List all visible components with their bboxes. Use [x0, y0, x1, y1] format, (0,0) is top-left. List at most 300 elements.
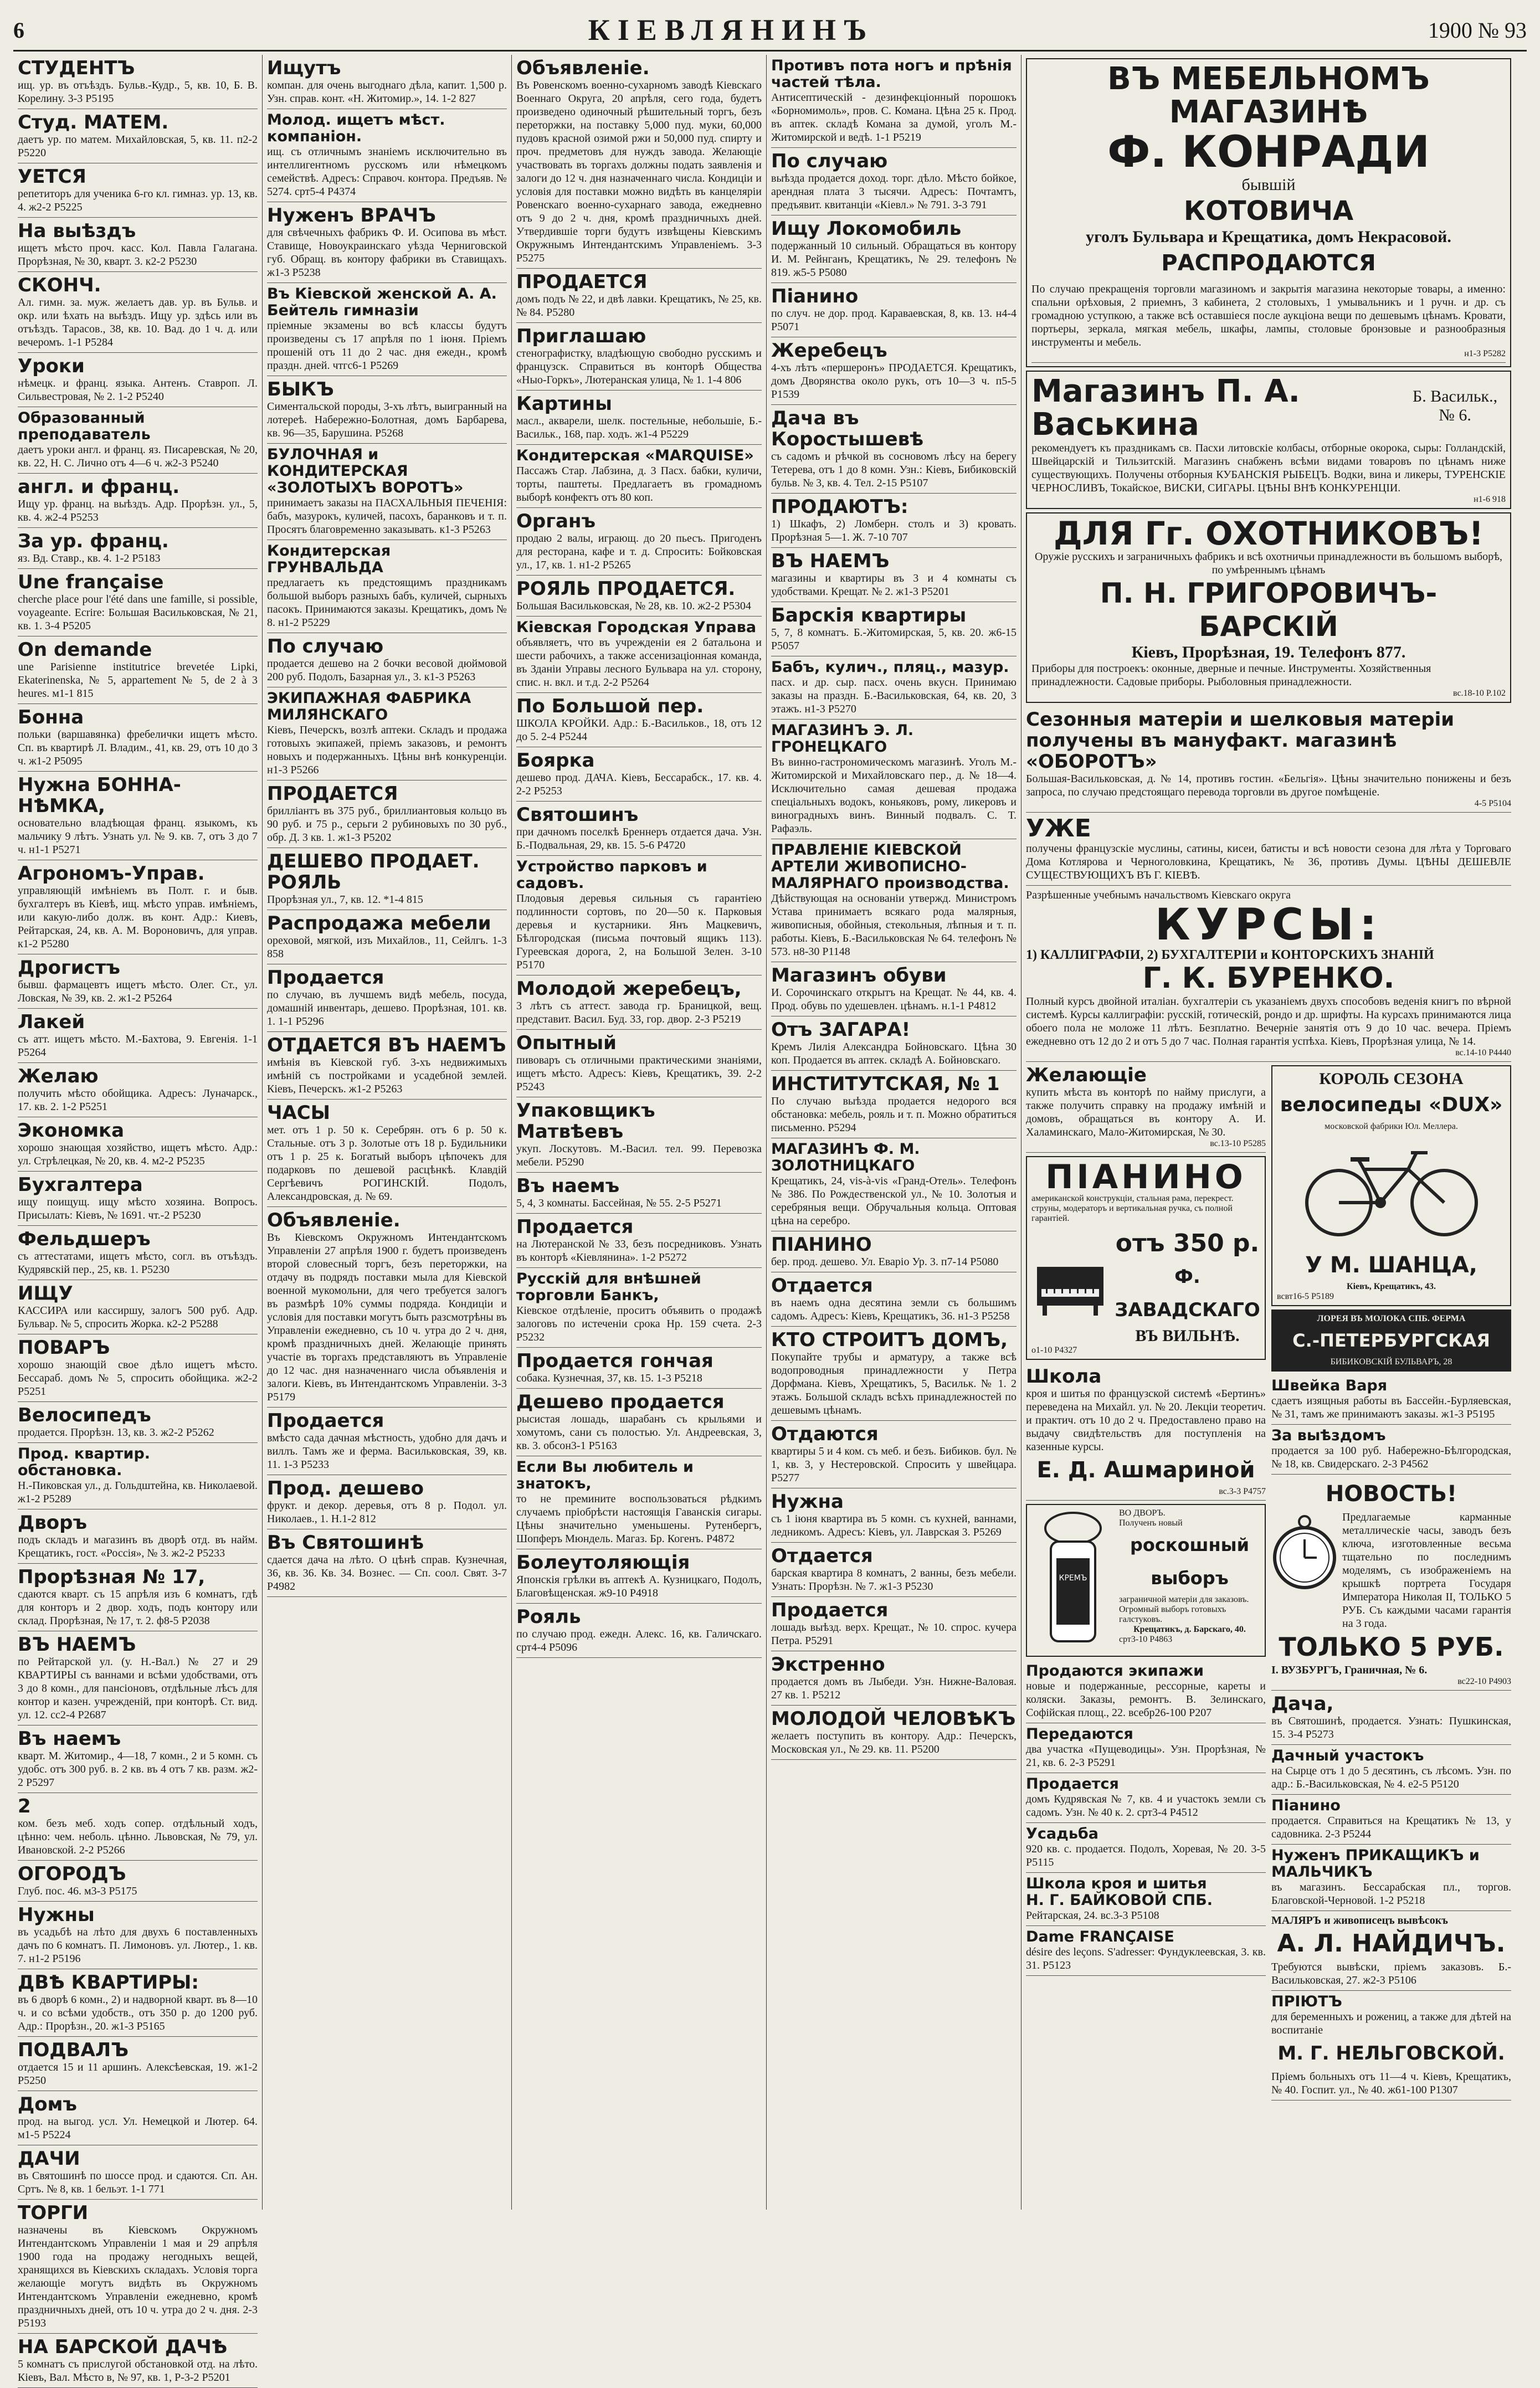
classified-ad — [18, 1902, 258, 1969]
usadba-text: 920 кв. с. продается. Подолъ, Хоревая, № 20. 3-5 P5115 — [1026, 1843, 1266, 1868]
ad-house — [1026, 1773, 1266, 1823]
ad-text: продается домъ въ Лыбеди. Узн. Нижне-Валовая. 27 кв. 1. P5212 — [771, 1676, 1017, 1701]
classified-ad — [267, 1207, 507, 1408]
ad-text: ищ. съ отличнымъ знаніемъ исключительно въ интеллигентномъ русскомъ или нѣмецкомъ семействѣ. Адресъ: Справоч. контора. Предъяв. № 5274. срт5-4 P4374 — [267, 146, 507, 198]
classified-ad — [771, 1597, 1017, 1651]
ad-text: Въ винно-гастрономическомъ магазинѣ. Уголъ М.-Житомирской и Михайловскаго пер., д. № 18—4. Исключительно самая дешевая продажа спеціальныхъ водокъ, коньяковъ, рому, ликеровъ и виноградныхъ винъ. Винный подвалъ. С. Т. Рафаэль. — [771, 756, 1017, 835]
ad-heading: Рояль — [516, 1606, 581, 1628]
ad-heading: Велосипедъ — [18, 1404, 151, 1426]
ad-text: въ наемъ одна десятина земли съ большимъ садомъ. Адресъ: Кіевъ, Крещатикъ, 36. н1-3 P5258 — [771, 1297, 1017, 1322]
shirts-address: Крещатикъ, д. Барскаго, 40. — [1133, 1625, 1246, 1634]
bicycle-title: велосипеды «DUX» — [1280, 1093, 1503, 1116]
ad-text: вмѣсто сада дачная мѣстность, удобно для дачъ и виллъ. Тамъ же и ферма. Васильковская, 39, кв. 11. 1-3 P5233 — [267, 1432, 507, 1471]
classified-ad — [267, 848, 507, 910]
ad-kursy — [1026, 886, 1511, 1062]
ad-heading: Прод. дешево — [267, 1477, 424, 1499]
classified-ad — [18, 2334, 258, 2388]
classified-ad — [18, 1509, 258, 1564]
ad-heading: Ищутъ — [267, 57, 341, 79]
ad-heading: Отъ ЗАГАРА! — [771, 1019, 911, 1041]
ad-text: отдается 15 и 11 аршинъ. Алексѣевская, 19. ж1-2 P5250 — [18, 2061, 258, 2087]
classified-ad — [18, 1172, 258, 1226]
ad-school2 — [1026, 1873, 1266, 1926]
ad-text: ШКОЛА КРОЙКИ. Адр.: Б.-Васильков., 18, отъ 12 до 5. 2-4 P5244 — [516, 717, 762, 743]
hunters-text1: Оружіе русскихъ и заграничныхъ фабрикъ и всѣ охотничьи принадлежности въ большомъ выборѣ, по умѣреннымъ цѣнамъ — [1034, 551, 1503, 576]
ad-heading: англ. и франц. — [18, 476, 180, 498]
ad-heading: Экономка — [18, 1119, 125, 1142]
piano-text: американской конструкціи, стальная рама, перекрест. струны, модераторъ и вертикальная ручка, съ полной гарантіей. — [1031, 1194, 1234, 1223]
ad-text: Большая Васильковская, № 28, кв. 10. ж2-2 P5304 — [516, 600, 751, 612]
classified-ad — [771, 1016, 1017, 1071]
ad-text: И. Сорочинскаго открытъ на Крещат. № 44, кв. 4. Прод. обувь по удешевлен. цѣнамъ. н.1-1 P4812 — [771, 987, 1017, 1012]
signs-pre: МАЛЯРЪ и живописецъ вывѣсокъ — [1271, 1914, 1448, 1927]
classified-ad — [771, 1706, 1017, 1760]
classified-ad — [771, 1071, 1017, 1138]
kursy-list: 1) КАЛЛИГРАФІИ, 2) БУХГАЛТЕРІИ и КОНТОРСКИХЪ ЗНАНІЙ — [1026, 948, 1434, 962]
shirts-ref: срт3-10 P4863 — [1119, 1635, 1173, 1644]
ad-bicycle — [1271, 1065, 1511, 1306]
ad-text: магазины и квартиры въ 3 и 4 комнаты съ удобствами. Крещат. № 2. ж1-3 P5201 — [771, 572, 1017, 598]
ad-text: собака. Кузнечная, 37, кв. 15. 1-3 P5218 — [516, 1372, 702, 1384]
rosk-text: новые и подержанные, рессорные, кареты и коляски. Заказы, ремонтъ. В. Зелинскаго, Софійская площ., 22. всебр26-100 P207 — [1026, 1680, 1266, 1719]
ad-heading: Въ Святошинѣ — [267, 1532, 424, 1554]
ad-text: Въ Ровенскомъ военно-сухарномъ заводѣ Кіевскаго Военнаго Округа, 20 апрѣля, сего года, будетъ произведено одиночный рѣшительный торгъ, безъ переторжки, на поставку 5,000 пуд. муки, 60,000 пудовъ красной озимой ржи и 50,000 пуд. спирту и проч. предметовъ для нуждъ завода. Желающіе участвовать въ торгахъ должны подать заявленія и залоги до 12 ч. дня назначеннаго числа. Кондиціи и условія для поставки можно видѣть въ канцеляріи Ровенскаго военно-сухарнаго завода, ежедневно отъ 9 до 2 ч. дня, кромѣ праздничныхъ дней. Утвердившіе торги будутъ извѣщены Кіевскимъ Окружнымъ Интендантскимъ Управленіемъ. 3-3 P5275 — [516, 79, 762, 264]
ad-heading: Бонна — [18, 706, 84, 728]
watches-ref: вс22-10 P4903 — [1457, 1677, 1511, 1686]
ad-text: имѣнія въ Кіевской губ. 3-хъ недвижимыхъ имѣній съ постройками и усадебной землей. Кіевъ, Печерскъ. ж1-2 P5263 — [267, 1056, 507, 1095]
classified-ad — [771, 55, 1017, 148]
ad-rosk — [1026, 1660, 1266, 1723]
ad-text: яз. Вд. Ставр., кв. 4. 1-2 P5183 — [18, 552, 161, 564]
ad-heading: По случаю — [771, 150, 888, 172]
ad-heading: Въ Кіевской женской А. А. Бейтель гимназіи — [267, 285, 497, 319]
signs-text: Требуются вывѣски, пріемъ заказовъ. Б.-Васильковская, 27. ж2-3 P5106 — [1271, 1961, 1511, 1986]
ad-heading: УЕТСЯ — [18, 166, 86, 188]
ad-heading: ДЕШЕВО ПРОДАЕТ. РОЯЛЬ — [267, 850, 480, 893]
ad-text: репетиторъ для ученика 6-го кл. гимназ. ур. 13, кв. 4. ж2-2 P5225 — [18, 188, 258, 213]
ad-text: въ Святошинѣ по шоссе прод. и сдаются. Сп. Ан. Сртъ. № 8, кв. 1 бельэт. 1-1 771 — [18, 2170, 258, 2195]
classified-ad — [18, 528, 258, 569]
ad-heading: ПРОДАЮТЪ: — [771, 496, 908, 518]
classified-ad — [18, 1226, 258, 1280]
ad-heading: Продается — [771, 1599, 889, 1621]
ad-heading: Продается — [267, 967, 384, 989]
ad-heading: Органъ — [516, 510, 596, 532]
dame-heading: Dame FRANÇAISE — [1026, 1928, 1174, 1945]
classified-ad — [267, 633, 507, 687]
ad-heading: ЧАСЫ — [267, 1102, 330, 1124]
priyut-text: для беременныхъ и рожениц, а также для дѣтей на воспитаніе — [1271, 2011, 1511, 2036]
ad-heading: КТО СТРОИТЪ ДОМЪ, — [771, 1329, 1008, 1351]
ad-heading: Въ наемъ — [516, 1175, 620, 1197]
ad-text: въ усадьбѣ на лѣто для двухъ 6 поставленныхъ дачъ по 6 комнатъ. П. Лимоновъ. ул. Лютер., 1. кв. 7. н1-2 P5196 — [18, 1926, 258, 1965]
ad-text: Кіевъ, Печерскъ, возлѣ аптеки. Складъ и продажа готовыхъ экипажей, пріемъ заказовъ, и ремонтъ новыхъ и подержанныхъ. Цѣны внѣ конкуренціи. н1-3 P5266 — [267, 724, 507, 776]
piano-price: отъ 350 р. — [1115, 1229, 1260, 1257]
ad-heading: Въ наемъ — [18, 1728, 121, 1750]
bicycle-icon — [1297, 1136, 1486, 1241]
ad-heading: СКОНЧ. — [18, 274, 101, 296]
classified-ad — [18, 353, 258, 407]
ad-heading: ОТДАЕТСЯ ВЪ НАЕМЪ — [267, 1034, 506, 1056]
kursy-name: Г. К. БУРЕНКО. — [1142, 962, 1395, 995]
ad-heading: Дача въ Коростышевѣ — [771, 407, 924, 450]
ad-text: Кремъ Лилія Александра Бойновскаго. Цѣна 30 коп. Продается въ аптек. складѣ А. Бойновскаго. — [771, 1041, 1017, 1066]
ad-text: Глуб. пос. 46. м3-3 P5175 — [18, 1885, 137, 1897]
classified-ad — [18, 1117, 258, 1172]
ad-heading: Объявленіе. — [267, 1209, 401, 1231]
ad-heading: ЭКИПАЖНАЯ ФАБРИКА МИЛЯНСКАГО — [267, 690, 471, 723]
classified-ad — [18, 1631, 258, 1725]
classified-ad — [18, 1969, 258, 2037]
classified-ad — [18, 2200, 258, 2334]
ad-heading: СТУДЕНТЪ — [18, 57, 135, 79]
classified-ad — [516, 55, 762, 269]
ad-heading: Картины — [516, 393, 612, 415]
classified-ad — [771, 1421, 1017, 1488]
classified-ad — [516, 747, 762, 802]
ad-text: брилліантъ въ 375 руб., бриллиантовыя кольцо въ 90 руб. и 75 р., серьги 2 рубиновыхъ по 30 руб., обр. Д. 3 кв. 1. ж1-3 P5202 — [267, 805, 507, 844]
apprentice-text: въ магазинъ. Бессарабская пл., торгов. Благовской-Черновой. 1-2 P5218 — [1271, 1881, 1511, 1907]
ad-heading: ТОРГИ — [18, 2202, 89, 2224]
classified-ad — [18, 1564, 258, 1631]
classified-ad — [516, 1456, 762, 1549]
ad-text: укуп. Лоскутовъ. М.-Васил. тел. 99. Перевозка мебели. P5290 — [516, 1143, 762, 1168]
column-2 — [263, 55, 512, 2210]
classified-ad — [18, 1793, 258, 1861]
signs-name: А. Л. НАЙДИЧЪ. — [1277, 1929, 1506, 1958]
ad-text: подержанный 10 сильный. Обращаться въ контору И. М. Рейнганъ, Крещатикъ, № 29. телефонъ № 819. ж5-5 P5080 — [771, 240, 1017, 279]
ad-text: кварт. М. Житомир., 4—18, 7 комн., 2 и 5 комн. съ удобс. отъ 300 руб. в. 2 кв. въ 4 отъ 7 кв. разм. ж2-2 P5297 — [18, 1750, 258, 1789]
ad-shveika — [1271, 1375, 1511, 1425]
classified-ad — [516, 802, 762, 856]
ad-heading: Нужна БОННА-НѢМКА, — [18, 774, 181, 817]
watches-text: Предлагаемые карманные металлическіе часы, заводъ безъ ключа, изготовленные весьма тщательно по последнимъ моделямъ, съ изображеніемъ на крышкѣ портрета Государя Императора Николая II, ТОЛЬКО 5 РУБ. Съ каждыми часами гарантія на 3 года. — [1342, 1511, 1511, 1630]
ad-watches — [1271, 1475, 1511, 1691]
ad-heading: Экстренно — [771, 1653, 885, 1676]
ad-heading: По Большой пер. — [516, 695, 704, 717]
hunters-text2: Приборы для построекъ: оконные, дверные и печные. Инструменты. Хозяйственныя принадлежности. Садовые приборы. Рыболовныя принадлежности. — [1031, 663, 1431, 688]
ad-heading: Продается гончая — [516, 1350, 713, 1372]
classified-ad — [516, 975, 762, 1030]
ad-dachny — [1271, 1745, 1511, 1795]
classified-ad — [18, 2145, 258, 2200]
classified-ad — [771, 1138, 1017, 1231]
ad-heading: Une française — [18, 571, 164, 593]
ad-text: основательно владѣющая франц. языкомъ, къ мальчику 9 лѣтъ. Узнать ул. № 9. кв. 7, отъ 3 до 7 ч. н1-1 P5271 — [18, 817, 258, 856]
classified-ad — [18, 1334, 258, 1402]
classified-ad — [771, 215, 1017, 283]
konradi-name: Ф. КОНРАДИ — [1107, 127, 1430, 177]
column-4 — [767, 55, 1021, 2210]
ad-text: для свѣчечныхъ фабрикъ Ф. И. Осипова въ мѣст. Ставище, Новоукраинскаго уѣзда Черниговской губ. Обращ. въ контору фабрики въ Ставищахъ. ж1-3 P5238 — [267, 227, 507, 279]
ad-heading: Устройство парковъ и садовъ. — [516, 858, 707, 892]
ad-text: Покупайте трубы и арматуру, а также всѣ водопроводныя принадлежности у Петра Дорфмана. Кіевъ, Хрещатикъ, 5, Васильк. № 1. 2 этажъ. Большой складъ всѣхъ принадлежностей по дешевымъ цѣнамъ. — [771, 1351, 1017, 1416]
classified-ad — [516, 1173, 762, 1214]
column-3 — [512, 55, 767, 2210]
konradi-sale: РАСПРОДАЮТСЯ — [1161, 250, 1376, 276]
ad-heading: БЫКЪ — [267, 378, 334, 400]
classified-ad — [771, 548, 1017, 602]
konradi-former: бывшій — [1241, 176, 1296, 194]
ad-heading: Барскія квартиры — [771, 604, 967, 626]
classified-ad — [18, 772, 258, 860]
page-number: 6 — [13, 17, 24, 43]
departing-text: продается за 100 руб. Набережно-Бѣлгородская, № 18, кв. Свидерскаго. 2-3 P4562 — [1271, 1445, 1511, 1470]
ad-heading: Кондитерская ГРУНВАЛЬДА — [267, 542, 391, 576]
ad-heading: Агрономъ-Управ. — [18, 862, 205, 885]
classified-ad — [18, 1280, 258, 1334]
classified-ad — [18, 860, 258, 954]
ad-dame — [1026, 1926, 1266, 1976]
classified-ad — [771, 839, 1017, 962]
classified-ad — [18, 2037, 258, 2091]
bicycle-pre: КОРОЛЬ СЕЗОНА — [1319, 1070, 1464, 1088]
ad-text: ищ. ур. въ отъѣздъ. Бульв.-Кудр., 5, кв. 10, Б. В. Корелину. 3-3 P5195 — [18, 79, 258, 105]
ad-heading: Образованный преподаватель — [18, 409, 151, 443]
ad-heading: Приглашаю — [516, 325, 646, 347]
khalaminsky-text: купить мѣста въ конторѣ по найму прислуги, а также получить справку на продажу имѣній и домовъ, обращаться въ контору А. И. Халаминскаго, Мало-Житомирская, № 30. — [1026, 1086, 1266, 1138]
kursy-ref: вс.14-10 P4440 — [1455, 1048, 1511, 1057]
ad-heading: Ищу Локомобиль — [771, 218, 962, 240]
ad-text: 1) Шкафъ, 2) Ломберн. столъ и 3) кровать. Прорѣзная 5—1. Ж. 7-10 707 — [771, 518, 1017, 543]
ad-heading: On demande — [18, 639, 152, 661]
masthead — [13, 10, 1527, 52]
watches-title: НОВОСТЬ! — [1325, 1481, 1457, 1507]
ad-text: хорошо знающій свое дѣло ищетъ мѣсто. Бессараб. домъ № 5, спросить обойщика. ж2-2 P5251 — [18, 1359, 258, 1398]
classified-ad — [771, 1488, 1017, 1543]
ad-dacha — [1271, 1691, 1511, 1745]
ad-heading: За ур. франц. — [18, 530, 169, 552]
classified-ad — [771, 283, 1017, 337]
classified-ad — [18, 163, 258, 218]
classified-ad — [267, 910, 507, 964]
milk-sub: С.-ПЕТЕРБУРГСКАЯ — [1292, 1330, 1490, 1351]
ad-text: Плодовыя деревья сильныя съ гарантіею подлинности сортовъ, по 20—50 к. Парковыя деревья и кустарники. Янъ Мацкевичъ, Бѣлгородская (письма почтовый ящикъ 113). Гуреевская дорога, 2, на Большой Зелен. 3-10 P5170 — [516, 892, 762, 971]
ad-heading: Продается — [516, 1216, 634, 1238]
classified-ad — [18, 55, 258, 109]
classified-ad — [18, 272, 258, 353]
school2-name: Н. Г. БАЙКОВОЙ СПБ. — [1026, 1892, 1213, 1909]
ad-text: по Рейтарской ул. (у. Н.-Вал.) № 27 и 29 КВАРТИРЫ съ ваннами и всѣми удобствами, отъ 3 до 8 комн., для пансіоновъ, отдѣльные лѣсъ для контор и казен. учрежденій, при конторѣ. Ст. вид. ул. 12. сс2-4 P2687 — [18, 1656, 258, 1721]
ad-heading: Распродажа мебели — [267, 912, 491, 934]
ad-text: 5, 4, 3 комнаты. Бассейная, № 55. 2-5 P5271 — [516, 1197, 722, 1209]
ad-heading: ПОВАРЪ — [18, 1337, 110, 1359]
classified-ad — [18, 1063, 258, 1117]
oborot-ref: 4-5 P5104 — [1474, 799, 1511, 808]
ad-pianino2 — [1271, 1795, 1511, 1845]
ad-heading: Нуженъ ВРАЧЪ — [267, 204, 436, 227]
ad-heading: Молодой жеребецъ, — [516, 978, 742, 1000]
classified-ad — [18, 474, 258, 528]
ad-text: дешево прод. ДАЧА. Кіевъ, Бессарабск., 17. кв. 4. 2-2 P5253 — [516, 772, 762, 797]
kursy-pre: Разрѣшенные учебнымъ начальствомъ Кіевскаго округа — [1026, 889, 1291, 901]
house-text: домъ Кудрявская № 7, кв. 4 и участокъ земли съ садомъ. Узн. № 40 к. 2. срт3-4 P4512 — [1026, 1793, 1266, 1819]
classified-ad — [267, 1100, 507, 1207]
ad-oborot — [1026, 706, 1511, 813]
ad-school-ashmarina — [1026, 1363, 1266, 1501]
ad-heading: Дрогистъ — [18, 957, 120, 979]
ad-heading: Болеутоляющія — [516, 1552, 690, 1574]
ad-text: компан. для очень выгоднаго дѣла, капит. 1,500 р. Узн. справ. конт. «Н. Житомир.», 14. 1-2 827 — [267, 79, 507, 105]
ad-text: стенографистку, владѣющую свободно русскимъ и французск. Справиться въ конторѣ Общества «Ныо-Горкъ», Лютеранская улица, № 1. 1-4 806 — [516, 347, 762, 386]
ad-text: принимаетъ заказы на ПАСХАЛЬНЫЯ ПЕЧЕНІЯ: бабъ, мазурокъ, куличей, пасохъ, баранковъ и т. п. Просятъ благовременно заказывать. к1-3 P5263 — [267, 497, 507, 536]
watches-big: ТОЛЬКО 5 РУБ. — [1279, 1632, 1504, 1662]
classified-ad — [18, 1861, 258, 1902]
konradi-line1: ВЪ МЕБЕЛЬНОМЪ МАГАЗИНѢ — [1107, 61, 1430, 130]
ad-text: ком. безъ меб. ходъ сопер. отдѣльный ходъ, цѣнно: чем. неболь. цѣнно. Львовская, № 79, ул. Ивановской. 2-2 P5266 — [18, 1817, 258, 1856]
ad-heading: Домъ — [18, 2093, 77, 2115]
ad-heading: Упаковщикъ Матвѣевъ — [516, 1100, 655, 1143]
ad-heading: Противъ пота ногъ и прѣнія частей тѣла. — [771, 57, 1012, 91]
classified-ad — [771, 148, 1017, 215]
ad-text: квартиры 5 и 4 ком. съ меб. и безъ. Бибиков. бул. № 1, кв. 3, у Нестеровской. Спросить у швейцара. P5277 — [771, 1445, 1017, 1484]
classified-ad — [516, 1604, 762, 1658]
ad-heading: На выѣздъ — [18, 220, 136, 242]
classified-ad — [267, 1529, 507, 1597]
ad-heading: Бабъ, кулич., пляц., мазур. — [771, 659, 1009, 676]
ad-text: домъ подъ № 22, и двѣ лавки. Крещатикъ, № 25, кв. № 84. P5280 — [516, 293, 762, 319]
ad-heading: МАГАЗИНЪ Ф. М. ЗОЛОТНИЦКАГО — [771, 1141, 920, 1174]
dame-text: désire des leçons. S'adresser: Фундуклеевская, 3. кв. 31. P5123 — [1026, 1946, 1266, 1971]
school-name: Е. Д. Ашмариной — [1036, 1457, 1255, 1483]
ad-text: бывш. фармацевтъ ищетъ мѣсто. Олег. Ст., ул. Ловская, № 39, кв. 2. ж1-2 P5264 — [18, 979, 258, 1004]
classified-ad — [516, 1097, 762, 1173]
classified-ad — [516, 693, 762, 747]
classified-ad — [771, 1543, 1017, 1597]
classified-ad — [18, 704, 258, 772]
ad-heading: Фельдшеръ — [18, 1228, 151, 1250]
ad-heading: ПРАВЛЕНІЕ КІЕВСКОЙ АРТЕЛИ ЖИВОПИСНО-МАЛЯРНАГО производства. — [771, 841, 1009, 892]
ad-heading: Піанино — [771, 285, 859, 307]
ad-text: 3 лѣтъ съ аттест. завода гр. Браницкой, вещ. представит. Васил. Буд. 33, гор. двор. 2-3 P5219 — [516, 1000, 762, 1025]
watches-seller: I. ВУЗБУРГЪ, Граничная, № 6. — [1271, 1664, 1428, 1676]
ad-text: польки (варшавянка) фребелички ищетъ мѣсто. Сп. въ квартирѣ Л. Владим., 41, кв. 29, отъ 10 до 3 ч. ж1-2 P5095 — [18, 728, 258, 767]
ad-text: продается. Прорѣзн. 13, кв. 3. ж2-2 P5262 — [18, 1426, 214, 1439]
ad-text: назначены въ Кіевскомъ Окружномъ Интендантскомъ Управленіи 1 мая и 29 апрѣля 1900 года на продажу негодныхъ вещей, хранящихся въ Кіевскихъ складахъ. Условія торга желающіе могутъ видѣть въ Окружномъ Интендантскомъ Управленіи ежедневно, кромѣ праздничныхъ дней, отъ 10 ч. утра до 2 ч. дня. 2-3 P5193 — [18, 2224, 258, 2329]
ad-text: Пассажъ Стар. Лабзина, д. 3 Пасх. бабки, куличи, торты, паштеты. Предлагаетъ въ громадномъ выборѣ конфектъ отъ 80 коп. — [516, 465, 762, 504]
ad-text: лошадь выѣзд. верх. Крещат., № 10. спрос. кучера Петра. P5291 — [771, 1621, 1017, 1647]
classified-ad — [516, 1348, 762, 1389]
departing-heading: За выѣздомъ — [1271, 1427, 1386, 1444]
svg-text:КРЕМЪ: КРЕМЪ — [1059, 1574, 1087, 1583]
shirts-text2: заграничной матеріи для заказовъ. Огромный выборъ готовыхъ галстуковъ. — [1119, 1595, 1249, 1624]
classified-ad — [771, 656, 1017, 720]
ad-milk-farm — [1271, 1309, 1511, 1372]
pianino2-text: продается. Справиться на Крещатикъ № 13, у садовника. 2-3 P5244 — [1271, 1815, 1511, 1840]
ad-text: по случаю, въ лучшемъ видѣ мебель, посуда, домашній инвентарь, дешево. Прорѣзная, 101. кв. 1. 1-1 P5296 — [267, 989, 507, 1028]
classified-ad — [516, 1030, 762, 1097]
vaskin-title: Магазинъ П. А. Васькина — [1031, 373, 1300, 443]
hunters-title: ДЛЯ Гг. ОХОТНИКОВЪ! — [1053, 515, 1483, 552]
ad-heading: ИНСТИТУТСКАЯ, № 1 — [771, 1073, 1000, 1095]
classified-ad — [771, 337, 1017, 405]
ad-text: подъ складъ и магазинъ въ дворѣ отд. въ найм. Крещатикъ, гост. «Россія», № 3. ж2-2 P5233 — [18, 1534, 258, 1559]
ad-text: въ 6 дворѣ 6 комн., 2) и надворной кварт. въ 8—10 ч. и со всѣми удобств., отъ 350 р. до 1200 руб. Адр.: Прорѣзн., 20. ж1-3 P5165 — [18, 1994, 258, 2032]
ad-text: пасх. и др. сыр. пасх. очень вкусн. Принимаю заказы на праздн. Б.-Васильковская, 64, кв. 20, 3 этажъ. н1-3 P5270 — [771, 676, 1017, 715]
shirts-big: роскошный выборъ — [1130, 1534, 1249, 1589]
ad-heading: Дворъ — [18, 1512, 88, 1534]
school-text: кроя и шитья по французской системѣ «Бертинъ» переведена на Михайл. ул. № 20. Лекціи теоретич. и практич. отъ 10 до 2 ч. Предоставлено право на выдачу свидѣтельствъ для поступленія на казенные курсы. — [1026, 1388, 1266, 1453]
milk-title: ЛОРЕЯ ВЪ МОЛОКА СПБ. ФЕРМА — [1317, 1314, 1466, 1323]
ad-text: объявляетъ, что въ учрежденіи ея 2 батальона и шести рабочихъ, а также ассенизаціонная команда, въ Зданіи Управы лесного Бульвара на ул. сторону, спис. н. вкл. и т.д. 2-2 P5264 — [516, 636, 762, 689]
ad-heading: Боярка — [516, 749, 595, 772]
ad-heading: Дешево продается — [516, 1391, 725, 1413]
ad-text: Японскія грѣлки въ аптекѣ А. Кузницкаго, Подолъ, Благовѣщенская. ж9-10 P4918 — [516, 1574, 762, 1599]
classified-ad — [18, 218, 258, 272]
ad-konradi — [1026, 58, 1511, 367]
column-1 — [13, 55, 263, 2384]
house-heading: Продается — [1026, 1775, 1119, 1793]
classified-ad — [771, 1327, 1017, 1421]
ad-text: Ищу ур. франц. на выѣздъ. Адр. Прорѣзн. ул., 5, кв. 4. ж2-4 P5253 — [18, 498, 258, 523]
ad-text: сдаются кварт. съ 15 апрѣля изъ 6 комнатъ, гдѣ для конторъ и 2 двор. ходъ, подъ контору или склад. Прорѣзная, № 17, т. 2. ф8-5 P2038 — [18, 1588, 258, 1627]
bicycle-seller: У М. ШАНЦА, — [1305, 1252, 1477, 1278]
hunters-ref: вс.18-10 P.102 — [1452, 689, 1506, 698]
ad-text: на Лютеранской № 33, безъ посредниковъ. Узнать въ конторѣ «Кіевлянина». 1-2 P5272 — [516, 1238, 762, 1264]
kursy-text: Полный курсъ двойной италіан. бухгалтеріи съ указаніемъ двухъ способовъ веденія книгъ по вѣрной системѣ. Курсы каллиграфіи: русскій, готическій, рондо и др. шрифты. На курсахъ принимаются лица обоего пола не моложе 11 лѣтъ. Безплатно. Вечерніе занятія отъ 9 до 10 час. вечера. Пріемъ ежедневно отъ 12 до 2 и отъ 5 до 7 час. Полная гарантія успѣха. Кіевъ, Прорѣзная улица, № 14. — [1026, 995, 1511, 1047]
ad-text: пивоваръ съ отличными практическими знаніями, ищетъ мѣсто. Адресъ: Кіевъ, Крещатикъ, 39. 2-2 P5243 — [516, 1054, 762, 1093]
classified-ad — [18, 1443, 258, 1509]
ad-heading: ДАЧИ — [18, 2148, 80, 2170]
piano-ref: о1-10 P4327 — [1031, 1346, 1077, 1355]
ad-heading: НА БАРСКОЙ ДАЧѢ — [18, 2336, 228, 2358]
ad-text: даетъ уроки англ. и франц. яз. Писаревская, № 20, кв. 22, Н. С. Лично отъ 4—6 ч. ж2-3 P5240 — [18, 444, 258, 469]
ad-text: нѣмецк. и франц. языка. Антенъ. Ставроп. Л. Сильвестровая, № 2. 1-2 P5240 — [18, 377, 258, 403]
bicycle-ref: всвт16-5 P5189 — [1277, 1292, 1334, 1301]
bicycle-address: Кіевъ, Крещатикъ, 43. — [1346, 1282, 1436, 1291]
piano-title: ПІАНИНО — [1045, 1158, 1246, 1196]
classified-ad — [771, 405, 1017, 494]
classified-ad — [771, 1651, 1017, 1706]
classified-ad — [267, 376, 507, 444]
ad-heading: Кондитерская «MARQUISE» — [516, 447, 754, 464]
ad-heading: Уроки — [18, 355, 85, 377]
ad-heading: ПРОДАЕТСЯ — [267, 783, 398, 805]
ad-text: получить мѣсто обойщика. Адресъ: Луначарск., 17. кв. 2. 1-2 P5251 — [18, 1087, 258, 1113]
ad-heading: ДВѢ КВАРТИРЫ: — [18, 1971, 199, 1994]
ad-khalaminsky — [1026, 1062, 1266, 1153]
dacha-text: въ Святошинѣ, продается. Узнать: Пушкинская, 15. 3-4 P5273 — [1271, 1715, 1511, 1740]
ad-heading: Жеребецъ — [771, 340, 887, 362]
konradi-ref: н1-3 P5282 — [1464, 349, 1506, 358]
ad-text: Крещатикъ, 24, vis-à-vis «Гранд-Отель». Телефонъ № 386. По Рождественской ул., № 10. Золотыя и серебряныя вещи. Обручальныя кольца. Оптовая цѣна на серебро. — [771, 1175, 1017, 1227]
classified-ad — [771, 602, 1017, 656]
ad-text: сдается дача на лѣто. О цѣнѣ справ. Кузнечная, 36, кв. 36. Кв. 34. Вознес. — Сп. соол. Свят. 3-7 P4982 — [267, 1554, 507, 1593]
oborot-text: Большая-Васильковская, д. № 14, противъ гостин. «Бельгія». Цѣны значительно понижены и безъ запроса, по случаю предстоящаго перевода торговли въ другое помѣщеніе. — [1026, 773, 1511, 798]
ad-text: бер. прод. дешево. Ул. Еваріо Ур. 3. п7-14 P5080 — [771, 1256, 999, 1268]
kotlyarov-text: получены французскіе муслины, сатины, кисеи, батисты и всѣ новости сезона для лѣта у Торговаго Дома Котлярова и Черноголовкина, Крещатикъ, № 36, противъ Думы. ЦѢНЫ ДЕШЕВЛЕ СУЩЕСТВУЮЩИХЪ ВЪ Г. КІЕВѢ. — [1026, 843, 1511, 881]
ad-heading: Отдается — [771, 1275, 873, 1297]
ad-text: то не премините воспользоваться рѣдкимъ случаемъ пріобрѣсти настоящія Гаванскія сигары. Цѣны значительно уменьшены. Рутенбергъ, Шопферъ Мюндель. Магаз. Бр. Когенъ. P4872 — [516, 1493, 762, 1545]
ad-heading: ПІАНИНО — [771, 1234, 872, 1256]
classified-ad — [18, 636, 258, 704]
ad-usadba — [1026, 1823, 1266, 1873]
ad-text: Н.-Пиковская ул., д. Гольдштейна, кв. Николаевой. ж1-2 P5289 — [18, 1480, 258, 1505]
piano-firm: Ф. ЗАВАДСКАГО — [1115, 1266, 1260, 1321]
classified-ad — [516, 1214, 762, 1268]
ad-heading: Опытный — [516, 1032, 617, 1054]
ad-heading: Студ. МАТЕМ. — [18, 111, 169, 133]
ad-text: желаетъ поступить въ контору. Адр.: Печерскъ, Московская ул., № 29. кв. 11. P5200 — [771, 1730, 1017, 1755]
ad-heading: БУЛОЧНАЯ и КОНДИТЕРСКАЯ «ЗОЛОТЫХЪ ВОРОТЪ» — [267, 446, 464, 496]
ad-priyut — [1271, 1991, 1511, 2101]
ad-heading: Магазинъ обуви — [771, 964, 947, 987]
shirts-heading: ВО ДВОРЪ. — [1119, 1508, 1166, 1518]
ad-text: КАССИРА или кассиршу, залогъ 500 руб. Адр. Бульвар. № 5, спросить Жорка. к2-2 P5288 — [18, 1305, 258, 1330]
classified-ad — [18, 1725, 258, 1793]
ad-heading: ПОДВАЛЪ — [18, 2039, 129, 2061]
classified-ad — [771, 1231, 1017, 1272]
